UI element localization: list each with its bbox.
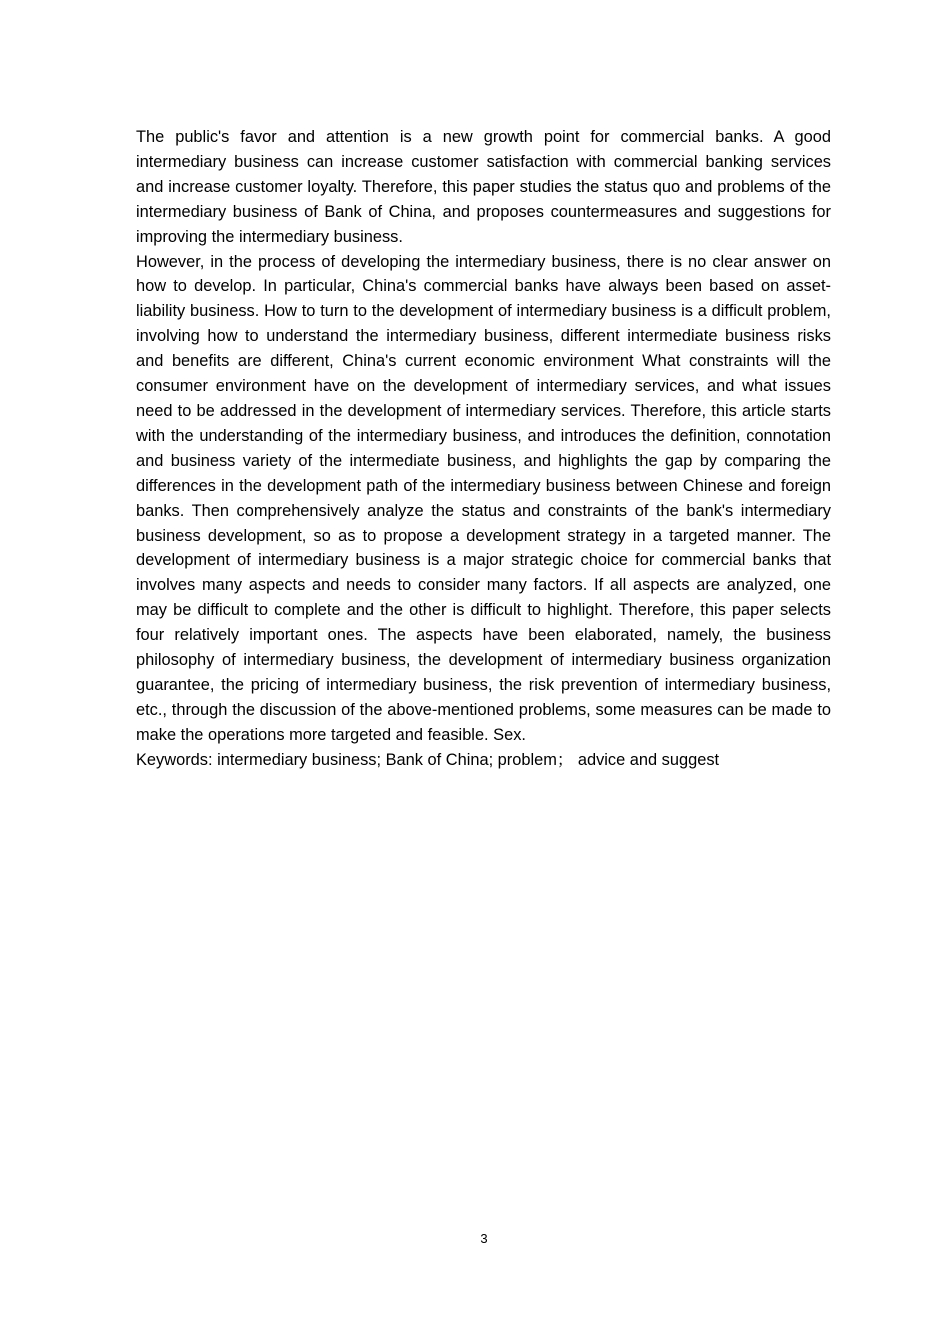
keywords-line: Keywords: intermediary business; Bank of China; problem； advice and suggest <box>136 750 720 769</box>
paragraph-intro: The public's favor and attention is a new growth point for commercial banks. A good intermediary business can increase customer satisfaction with commercial banking services and increase customer loyalty. Therefore, this paper studies the status quo and problems of the intermediary business of Bank of China, and proposes countermeasures and suggestions for improving the intermediary business. <box>136 128 831 246</box>
abstract-body <box>136 125 831 773</box>
paragraph-main: However, in the process of developing the intermediary business, there is no clear answer on how to develop. In particular, China's commercial banks have always been based on asset-liability business. How to turn to the development of intermediary business is a difficult problem, involving how to understand the intermediary business, different intermediate business risks and benefits are different, China's current economic environment What constraints will the consumer environment have on the development of intermediary services, and what issues need to be addressed in the development of intermediary services. Therefore, this article starts with the understanding of the intermediary business, and introduces the definition, connotation and business variety of the intermediate business, and highlights the gap by comparing the differences in the development path of the intermediary business between Chinese and foreign banks. Then comprehensively analyze the status and constraints of the bank's intermediary business development, so as to propose a development strategy in a targeted manner. The development of intermediary business is a major strategic choice for commercial banks that involves many aspects and needs to consider many factors. If all aspects are analyzed, one may be difficult to complete and the other is difficult to highlight. Therefore, this paper selects four relatively important ones. The aspects have been elaborated, namely, the business philosophy of intermediary business, the development of intermediary business organization guarantee, the pricing of intermediary business, the risk prevention of intermediary business, etc., through the discussion of the above-mentioned problems, some measures can be made to make the operations more targeted and feasible. Sex. <box>136 252 831 744</box>
page-number: 3 <box>480 1231 488 1246</box>
